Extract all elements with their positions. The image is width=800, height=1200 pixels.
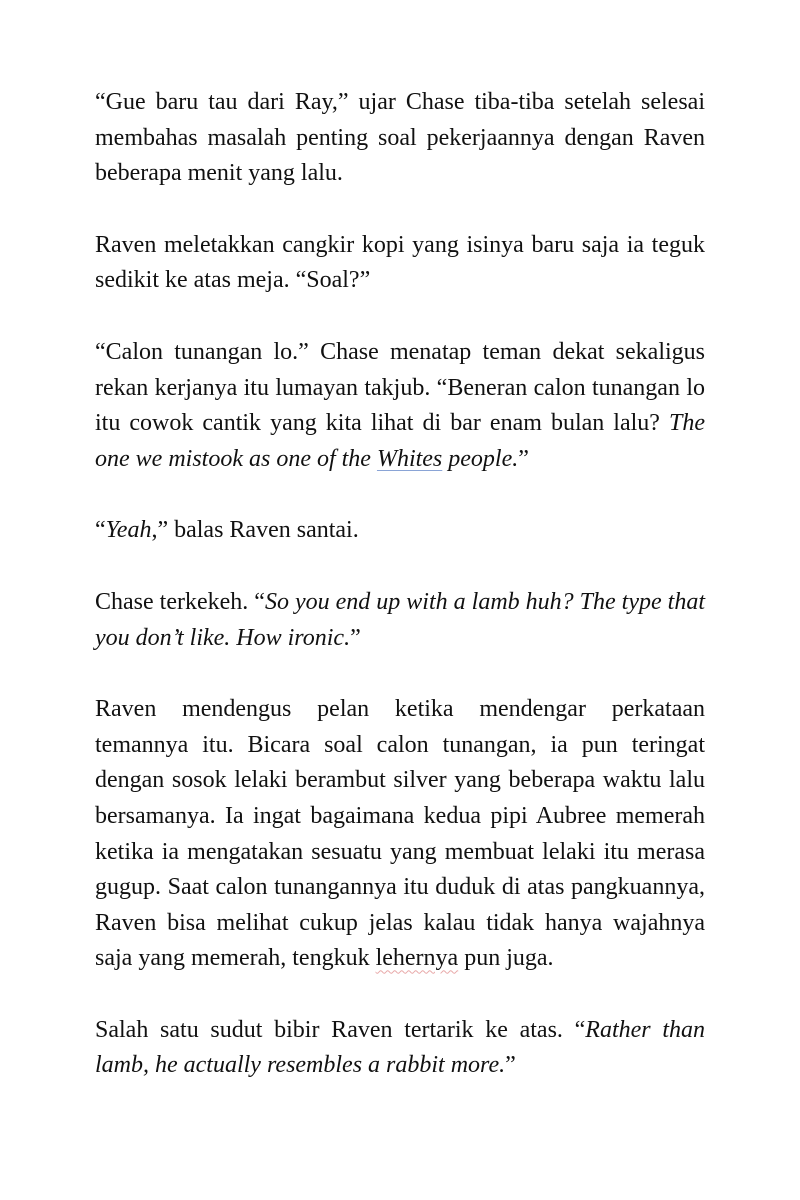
paragraph-4 xyxy=(95,513,705,549)
paragraph-5 xyxy=(95,585,705,656)
closing-quote: ” xyxy=(350,624,361,651)
paragraph-text: Salah satu sudut bibir Raven tertarik ke atas. “ xyxy=(95,1016,586,1043)
italic-text: The one we mistook as one of the xyxy=(95,410,705,472)
paragraph-7 xyxy=(95,1013,705,1084)
closing-quote: ” xyxy=(505,1052,516,1079)
italic-text: people. xyxy=(442,445,519,472)
underlined-word: lehernya xyxy=(375,945,459,972)
paragraph-3 xyxy=(95,335,705,477)
italic-text: So you end up with a lamb huh? The type that you don’t like. How ironic. xyxy=(95,588,706,651)
italic-text: Yeah xyxy=(105,517,152,544)
opening-quote: “ xyxy=(95,517,106,544)
closing-quote: ” xyxy=(518,445,529,472)
underlined-word: Whites xyxy=(376,445,443,472)
paragraph-1 xyxy=(95,85,705,192)
paragraph-6 xyxy=(95,692,705,977)
paragraph-text: “Calon tunangan lo.” Chase menatap teman dekat sekaligus rekan kerjanya itu lumayan takjub. “Beneran calon tunangan lo itu cowok cantik yang kita lihat di bar enam bulan lalu? xyxy=(95,338,705,437)
paragraph-text: “Gue baru tau dari Ray,” ujar Chase tiba-tiba setelah selesai membahas masalah penting soal pekerjaannya dengan Raven beberapa menit yang lalu. xyxy=(95,89,705,187)
paragraph-text: Raven mendengus pelan ketika mendengar perkataan temannya itu. Bicara soal calon tunangan, ia pun teringat dengan sosok lelaki berambut silver yang beberapa waktu lalu bersamanya. Ia ingat bagaimana kedua pipi Aubree memerah ketika ia mengatakan sesuatu yang membuat lelaki itu merasa gugup. Saat calon tunangannya itu duduk di atas pangkuannya, Raven bisa melihat cukup jelas kalau tidak hanya wajahnya saja yang memerah, tengkuk xyxy=(95,696,705,972)
paragraph-2 xyxy=(95,228,705,299)
paragraph-text: Chase terkekeh. “ xyxy=(95,588,265,615)
paragraph-text: pun juga. xyxy=(458,945,554,972)
paragraph-text: ,” balas Raven santai. xyxy=(151,517,359,544)
italic-text: Rather than lamb, he actually resembles a rabbit more. xyxy=(95,1016,705,1079)
paragraph-text: Raven meletakkan cangkir kopi yang isinya baru saja ia teguk sedikit ke atas meja. “Soal?” xyxy=(95,231,705,294)
story-text xyxy=(95,85,705,1120)
